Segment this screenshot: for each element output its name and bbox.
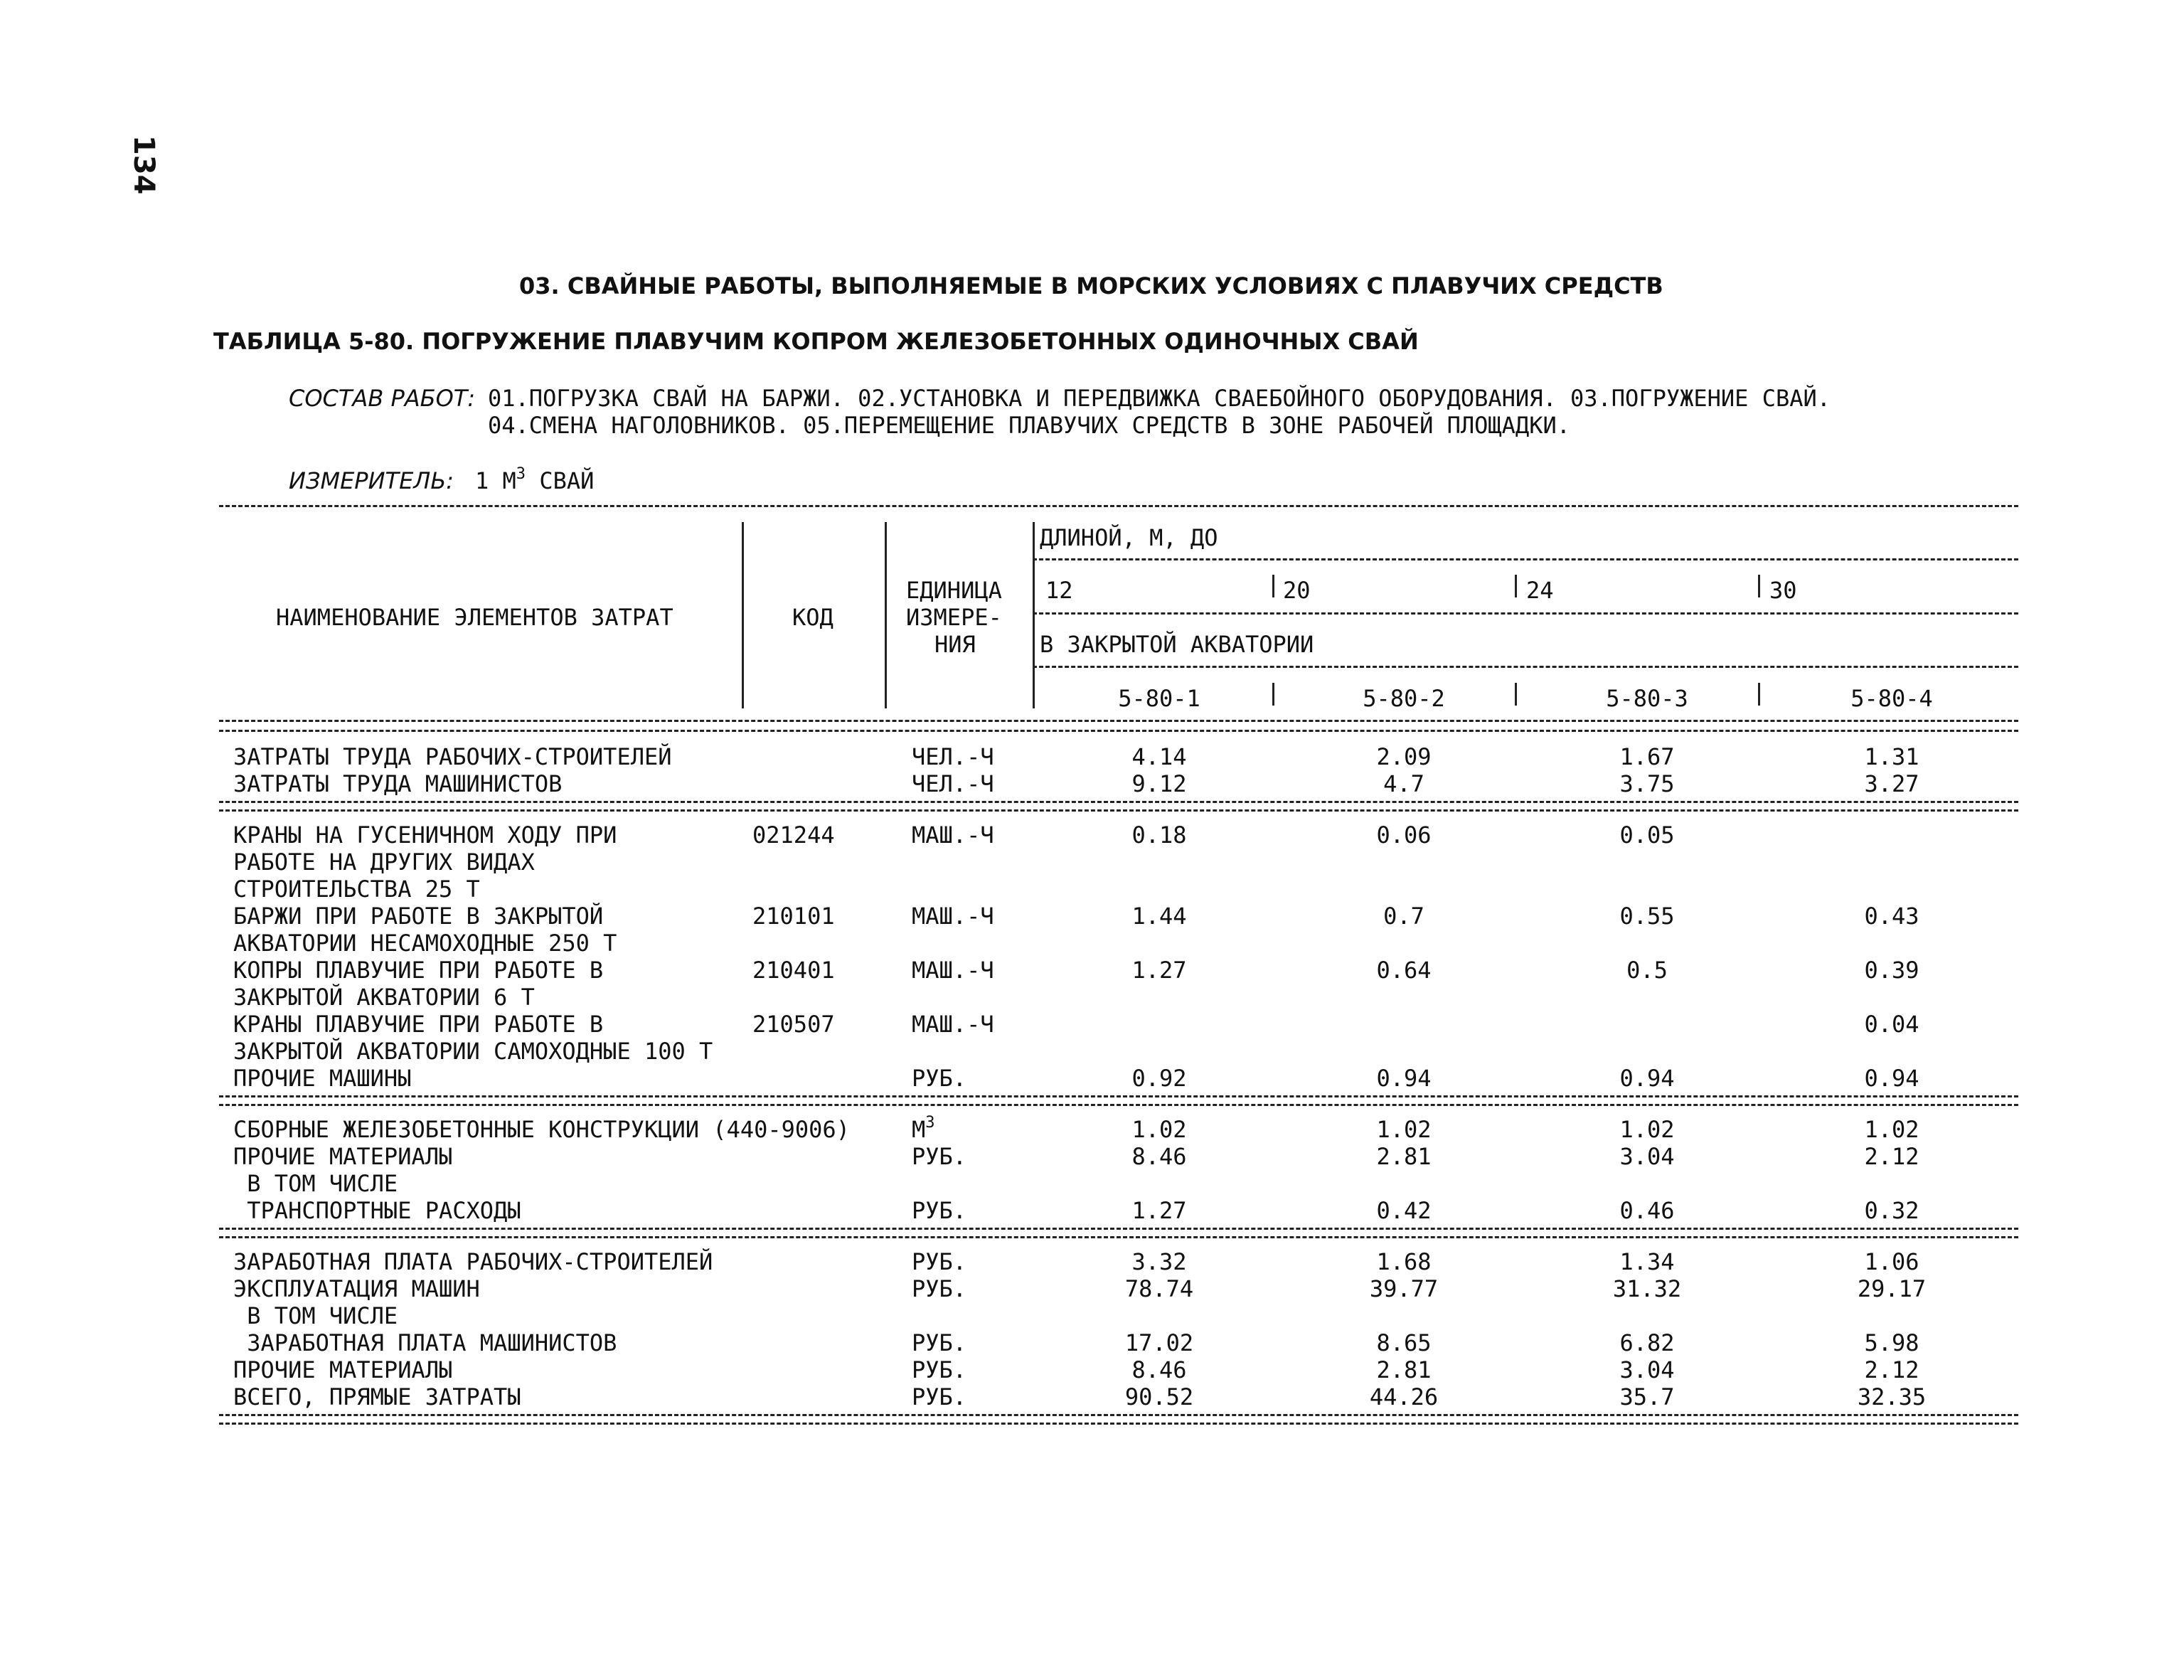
- header-length-label: ДЛИНОЙ, М, ДО: [1040, 524, 1218, 551]
- row-code: 021244: [752, 822, 835, 849]
- header-code-5-80-3: 5-80-3: [1606, 685, 1688, 712]
- row-value: 1.02: [1376, 1116, 1432, 1143]
- row-value: 1.44: [1131, 903, 1187, 930]
- row-code: 210101: [752, 903, 835, 930]
- row-value: 4.14: [1131, 743, 1187, 770]
- composition-label: СОСТАВ РАБОТ:: [289, 385, 476, 412]
- row-code: 210401: [752, 957, 835, 984]
- group-rule: [219, 1095, 2018, 1097]
- row-value: 3.04: [1619, 1356, 1675, 1383]
- row-value: 0.39: [1864, 957, 1919, 984]
- header-length-12: 12: [1045, 577, 1073, 604]
- row-value: 2.12: [1864, 1356, 1919, 1383]
- row-value: 1.27: [1131, 957, 1187, 984]
- row-value: 0.94: [1376, 1065, 1432, 1092]
- group-rule: [219, 1104, 2018, 1106]
- header-separator-name: [742, 522, 744, 708]
- row-value: 1.68: [1376, 1248, 1432, 1275]
- row-unit: ЧЕЛ.-Ч: [912, 770, 994, 797]
- header-rule-1: [1033, 558, 2018, 560]
- row-name: ЭКСПЛУАТАЦИЯ МАШИН: [233, 1275, 480, 1302]
- row-value: 0.42: [1376, 1197, 1432, 1224]
- row-value: 9.12: [1131, 770, 1187, 797]
- row-unit: РУБ.: [912, 1329, 967, 1356]
- group-rule: [219, 1228, 2018, 1230]
- row-unit: РУБ.: [912, 1143, 967, 1170]
- group-rule: [219, 801, 2018, 803]
- row-name: ЗАРАБОТНАЯ ПЛАТА РАБОЧИХ-СТРОИТЕЛЕЙ: [233, 1248, 713, 1275]
- row-value: 6.82: [1619, 1329, 1675, 1356]
- row-value: 3.32: [1131, 1248, 1187, 1275]
- header-rule-3: [1033, 666, 2018, 668]
- row-name: ПРОЧИЕ МАТЕРИАЛЫ: [233, 1356, 453, 1383]
- row-value: 0.5: [1626, 957, 1668, 984]
- row-name: ПРОЧИЕ МАШИНЫ: [233, 1065, 412, 1092]
- row-value: 78.74: [1124, 1275, 1194, 1302]
- header-separator-len-4: [1758, 575, 1760, 597]
- row-name: ВСЕГО, ПРЯМЫЕ ЗАТРАТЫ: [233, 1383, 521, 1410]
- row-value: 3.27: [1864, 770, 1919, 797]
- group-rule: [219, 1236, 2018, 1238]
- header-length-20: 20: [1283, 577, 1311, 604]
- row-unit: РУБ.: [912, 1383, 967, 1410]
- row-unit: РУБ.: [912, 1065, 967, 1092]
- row-value: 5.98: [1864, 1329, 1919, 1356]
- row-value: 29.17: [1857, 1275, 1927, 1302]
- header-water-label: В ЗАКРЫТОЙ АКВАТОРИИ: [1040, 631, 1314, 658]
- row-unit: РУБ.: [912, 1275, 967, 1302]
- table-title: ТАБЛИЦА 5-80. ПОГРУЖЕНИЕ ПЛАВУЧИМ КОПРОМ ЖЕЛЕЗОБЕТОННЫХ ОДИНОЧНЫХ СВАЙ: [213, 328, 1419, 355]
- row-value: 0.18: [1131, 822, 1187, 849]
- row-name: ТРАНСПОРТНЫЕ РАСХОДЫ: [233, 1197, 521, 1224]
- row-value: 44.26: [1369, 1383, 1439, 1410]
- header-code-col: КОД: [792, 604, 833, 631]
- header-unit-line-1: ЕДИНИЦА: [906, 577, 1002, 604]
- row-value: 90.52: [1124, 1383, 1194, 1410]
- row-name: ЗАТРАТЫ ТРУДА РАБОЧИХ-СТРОИТЕЛЕЙ: [233, 743, 672, 770]
- composition-line-2: 04.СМЕНА НАГОЛОВНИКОВ. 05.ПЕРЕМЕЩЕНИЕ ПЛАВУЧИХ СРЕДСТВ В ЗОНЕ РАБОЧЕЙ ПЛОЩАДКИ.: [488, 412, 1570, 439]
- header-rule-2: [1033, 612, 2018, 615]
- row-value: 2.81: [1376, 1356, 1432, 1383]
- row-value: 31.32: [1612, 1275, 1682, 1302]
- row-value: 39.77: [1369, 1275, 1439, 1302]
- row-value: 0.43: [1864, 903, 1919, 930]
- row-value: 0.05: [1619, 822, 1675, 849]
- row-name: ПРОЧИЕ МАТЕРИАЛЫ: [233, 1143, 453, 1170]
- row-value: 2.12: [1864, 1143, 1919, 1170]
- row-value: 1.31: [1864, 743, 1919, 770]
- row-name: КРАНЫ НА ГУСЕНИЧНОМ ХОДУ ПРИ: [233, 822, 617, 849]
- header-separator-code-2: [1272, 683, 1274, 706]
- row-value: 17.02: [1124, 1329, 1194, 1356]
- row-value: 0.92: [1131, 1065, 1187, 1092]
- row-value: 1.27: [1131, 1197, 1187, 1224]
- meter-value: 1 $М^3$ СВАЙ: [475, 465, 595, 494]
- header-separator-code-3: [1515, 683, 1517, 706]
- row-name: СТРОИТЕЛЬСТВА 25 Т: [233, 876, 480, 903]
- row-value: 1.02: [1619, 1116, 1675, 1143]
- row-unit: РУБ.: [912, 1248, 967, 1275]
- row-name: КОПРЫ ПЛАВУЧИЕ ПРИ РАБОТЕ В: [233, 957, 604, 984]
- row-value: 4.7: [1383, 770, 1424, 797]
- row-value: 3.75: [1619, 770, 1675, 797]
- header-length-30: 30: [1769, 577, 1797, 604]
- row-value: 0.64: [1376, 957, 1432, 984]
- header-separator-unit: [1033, 522, 1035, 708]
- row-value: 0.94: [1864, 1065, 1919, 1092]
- row-value: 1.02: [1131, 1116, 1187, 1143]
- row-value: 0.06: [1376, 822, 1432, 849]
- header-separator-len-3: [1515, 575, 1517, 597]
- header-unit-line-2: ИЗМЕРЕ-: [906, 604, 1002, 631]
- group-rule: [219, 1423, 2018, 1425]
- row-unit: МАШ.-Ч: [912, 1011, 994, 1038]
- row-value: 3.04: [1619, 1143, 1675, 1170]
- header-code-5-80-4: 5-80-4: [1850, 685, 1933, 712]
- row-name: АКВАТОРИИ НЕСАМОХОДНЫЕ 250 Т: [233, 930, 617, 957]
- header-length-24: 24: [1526, 577, 1554, 604]
- header-bottom-rule: [219, 720, 2018, 722]
- row-value: 0.04: [1864, 1011, 1919, 1038]
- row-code: 210507: [752, 1011, 835, 1038]
- row-unit: $М^3$: [912, 1114, 935, 1143]
- header-code-5-80-2: 5-80-2: [1363, 685, 1445, 712]
- row-value: 1.67: [1619, 743, 1675, 770]
- row-value: 0.94: [1619, 1065, 1675, 1092]
- row-name: ЗАТРАТЫ ТРУДА МАШИНИСТОВ: [233, 770, 563, 797]
- row-unit: МАШ.-Ч: [912, 903, 994, 930]
- row-unit: МАШ.-Ч: [912, 822, 994, 849]
- row-unit: ЧЕЛ.-Ч: [912, 743, 994, 770]
- header-separator-code: [885, 522, 887, 708]
- row-name: РАБОТЕ НА ДРУГИХ ВИДАХ: [233, 849, 535, 876]
- row-value: 0.46: [1619, 1197, 1675, 1224]
- row-name: СБОРНЫЕ ЖЕЛЕЗОБЕТОННЫЕ КОНСТРУКЦИИ (440-9006): [233, 1116, 850, 1143]
- meter-label: ИЗМЕРИТЕЛЬ:: [289, 467, 454, 494]
- row-name: ЗАКРЫТОЙ АКВАТОРИИ 6 Т: [233, 984, 535, 1011]
- row-value: 35.7: [1619, 1383, 1675, 1410]
- header-bottom-rule-2: [219, 730, 2018, 732]
- row-value: 2.09: [1376, 743, 1432, 770]
- header-separator-code-4: [1758, 683, 1760, 706]
- row-value: 0.7: [1383, 903, 1424, 930]
- row-name: ЗАКРЫТОЙ АКВАТОРИИ САМОХОДНЫЕ 100 Т: [233, 1038, 713, 1065]
- group-rule: [219, 1414, 2018, 1416]
- row-name: В ТОМ ЧИСЛЕ: [233, 1170, 398, 1197]
- row-value: 1.34: [1619, 1248, 1675, 1275]
- row-value: 0.32: [1864, 1197, 1919, 1224]
- row-name: ЗАРАБОТНАЯ ПЛАТА МАШИНИСТОВ: [233, 1329, 617, 1356]
- header-unit-line-3: НИЯ: [934, 631, 976, 658]
- row-unit: РУБ.: [912, 1197, 967, 1224]
- row-value: 1.06: [1864, 1248, 1919, 1275]
- section-title: 03. СВАЙНЫЕ РАБОТЫ, ВЫПОЛНЯЕМЫЕ В МОРСКИХ УСЛОВИЯХ С ПЛАВУЧИХ СРЕДСТВ: [519, 272, 1663, 299]
- row-value: 8.46: [1131, 1356, 1187, 1383]
- row-value: 8.46: [1131, 1143, 1187, 1170]
- page-number: 134: [127, 135, 160, 195]
- header-separator-len-2: [1272, 575, 1274, 597]
- header-name-col: НАИМЕНОВАНИЕ ЭЛЕМЕНТОВ ЗАТРАТ: [276, 604, 673, 631]
- composition-line-1: 01.ПОГРУЗКА СВАЙ НА БАРЖИ. 02.УСТАНОВКА И ПЕРЕДВИЖКА СВАЕБОЙНОГО ОБОРУДОВАНИЯ. 03.ПОГРУЖЕНИЕ СВАЙ.: [488, 385, 1831, 412]
- row-value: 1.02: [1864, 1116, 1919, 1143]
- row-name: КРАНЫ ПЛАВУЧИЕ ПРИ РАБОТЕ В: [233, 1011, 604, 1038]
- header-code-5-80-1: 5-80-1: [1118, 685, 1200, 712]
- table-top-rule: [219, 505, 2018, 507]
- group-rule: [219, 809, 2018, 812]
- row-name: БАРЖИ ПРИ РАБОТЕ В ЗАКРЫТОЙ: [233, 903, 604, 930]
- row-name: В ТОМ ЧИСЛЕ: [233, 1302, 398, 1329]
- row-value: 8.65: [1376, 1329, 1432, 1356]
- row-value: 32.35: [1857, 1383, 1927, 1410]
- row-unit: РУБ.: [912, 1356, 967, 1383]
- row-value: 2.81: [1376, 1143, 1432, 1170]
- row-value: 0.55: [1619, 903, 1675, 930]
- row-unit: МАШ.-Ч: [912, 957, 994, 984]
